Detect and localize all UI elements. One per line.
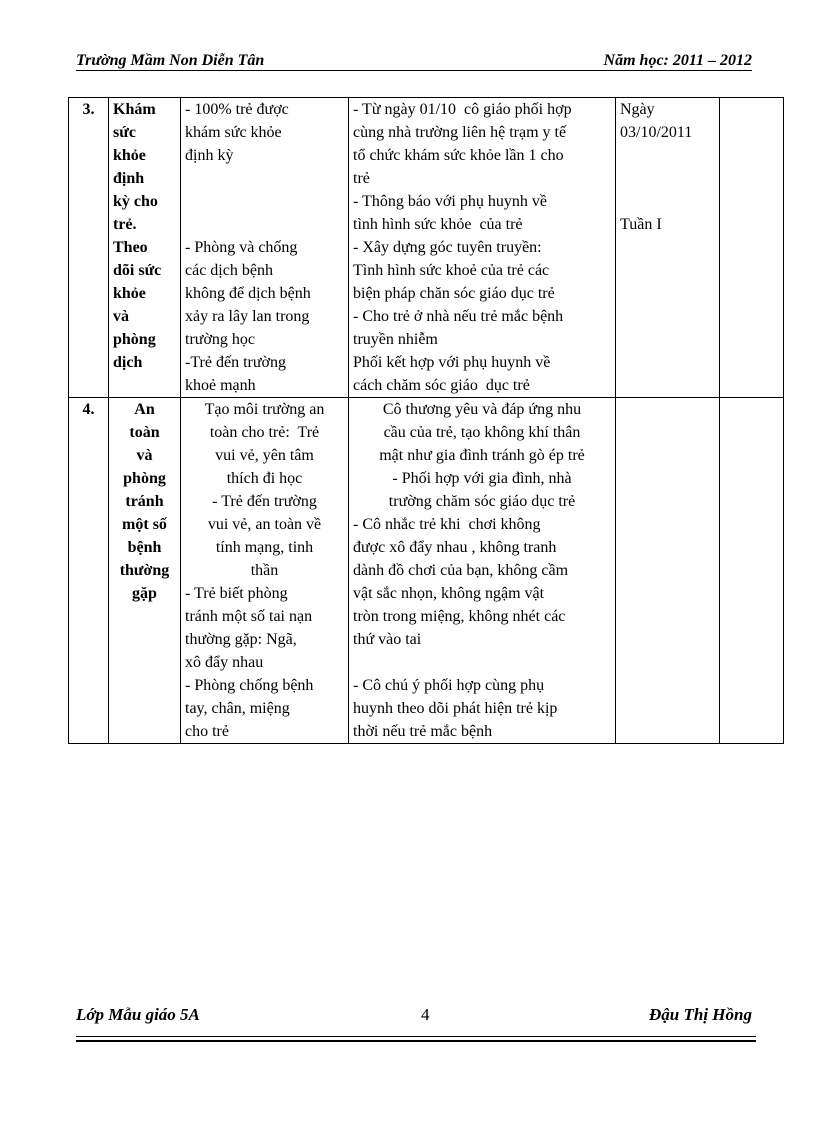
text-line: - Trẻ biết phòng [185, 585, 288, 602]
row-time [616, 98, 720, 398]
text-line: - Phối hợp với gia đình, nhà [392, 470, 572, 487]
text-line: Tình hình sức khoẻ của trẻ các [353, 262, 550, 279]
text-line: Khám [113, 101, 156, 118]
row-goals [181, 398, 349, 744]
text-line: tránh một số tai nạn [185, 608, 313, 625]
row-time [616, 398, 720, 744]
text-line: thường [119, 562, 170, 579]
plan-table [68, 97, 784, 744]
text-line: trường học [185, 331, 256, 348]
text-line: khỏe [113, 285, 146, 302]
text-line: - 100% trẻ được [185, 101, 289, 118]
text-line: bệnh [127, 539, 162, 556]
text-line: tình hình sức khỏe của trẻ [353, 216, 523, 233]
text-line: trường chăm sóc giáo dục trẻ [388, 493, 576, 510]
text-line: thần [250, 562, 279, 579]
time-date [620, 98, 715, 144]
text-line: toàn cho trẻ: Trẻ [209, 424, 320, 441]
text-line: cùng nhà trường liên hệ trạm y tế [353, 124, 567, 141]
goals-centered [185, 398, 344, 582]
school-year: Năm học: 2011 – 2012 [603, 52, 752, 69]
text-line: Phối kết hợp với phụ huynh về [353, 354, 551, 371]
text-line: - Thông báo với phụ huynh về [353, 193, 547, 210]
text-line: một số [122, 516, 167, 533]
text-line: -Trẻ đến trường [185, 354, 286, 371]
text-line: thích đi học [226, 470, 303, 487]
text-line: dành đồ chơi của bạn, không cầm [353, 562, 569, 579]
header-rule [76, 70, 752, 71]
page-footer [76, 1005, 752, 1027]
row-notes [720, 98, 784, 398]
text-line: tránh [125, 493, 164, 510]
text-line: dõi sức [113, 262, 162, 279]
text-line: thời nếu trẻ mắc bệnh [353, 723, 493, 740]
row-number: 3. [69, 98, 109, 398]
text-line: tính mạng, tinh [215, 539, 314, 556]
text-line: Theo [113, 239, 148, 256]
text-line: tổ chức khám sức khỏe lần 1 cho [353, 147, 564, 164]
text-line: vui vẻ, an toàn về [207, 516, 322, 533]
row-topic [109, 98, 181, 398]
text-line: biện pháp chăn sóc giáo dục trẻ [353, 285, 555, 302]
text-line: không để dịch bệnh [185, 285, 311, 302]
teacher-name: Đậu Thị Hồng [649, 1005, 752, 1024]
text-line: kỳ cho [113, 193, 158, 210]
row-goals [181, 98, 349, 398]
text-line: định [113, 170, 145, 187]
text-line: cầu của trẻ, tạo không khí thân [383, 424, 581, 441]
text-line: - Xây dựng góc tuyên truyền: [353, 239, 542, 256]
text-line: trẻ [353, 170, 370, 187]
text-line: được xô đẩy nhau , không tranh [353, 539, 557, 556]
goals-part-a [185, 98, 344, 167]
text-line: các dịch bệnh [185, 262, 273, 279]
text-line: và [113, 308, 129, 325]
text-line: thứ vào tai [353, 631, 422, 648]
text-line: huynh theo dõi phát hiện trẻ kịp [353, 700, 558, 717]
text-line: vật sắc nhọn, không ngậm vật [353, 585, 545, 602]
text-line: cho trẻ [185, 723, 229, 740]
goals-part-b [185, 236, 344, 397]
text-line: tròn trong miệng, không nhét các [353, 608, 566, 625]
text-line: - Phòng và chống [185, 239, 298, 256]
measures-left [353, 513, 611, 651]
footer-rule [76, 1036, 756, 1037]
row-measures [349, 398, 616, 744]
goals-left [185, 582, 344, 743]
text-line: Tạo môi trường an [204, 401, 325, 418]
text-line: sức [113, 124, 136, 141]
text-line: và [136, 447, 153, 464]
text-line: - Cô nhắc trẻ khi chơi không [353, 516, 541, 533]
row-notes [720, 398, 784, 744]
text-line: dịch [113, 354, 143, 371]
text-line: phòng [113, 331, 156, 348]
table-row [69, 398, 784, 744]
row-topic [109, 398, 181, 744]
text-line: - Trẻ đến trường [212, 493, 317, 510]
text-line: An [134, 401, 155, 418]
text-line: xô đẩy nhau [185, 654, 264, 671]
text-line: phòng [123, 470, 166, 487]
text-line: 03/10/2011 [620, 124, 693, 141]
text-line: cách chăm sóc giáo dục trẻ [353, 377, 530, 394]
row-number: 4. [69, 398, 109, 744]
text-line: khỏe [113, 147, 146, 164]
text-line: xảy ra lây lan trong [185, 308, 310, 325]
text-line: gặp [132, 585, 157, 602]
text-line: Ngày [620, 101, 655, 118]
text-line: tay, chân, miệng [185, 700, 290, 717]
footer-rule-thick [76, 1040, 756, 1042]
text-line: khám sức khỏe [185, 124, 282, 141]
school-name: Trường Mầm Non Diễn Tân [76, 52, 265, 69]
row-measures [349, 98, 616, 398]
text-line: định kỳ [185, 147, 234, 164]
measures-left-2 [353, 674, 611, 743]
text-line: trẻ. [113, 216, 137, 233]
text-line: vui vẻ, yên tâm [215, 447, 314, 464]
text-line: - Cô chú ý phối hợp cùng phụ [353, 677, 545, 694]
table-row [69, 98, 784, 398]
text-line: Cô thương yêu và đáp ứng nhu [382, 401, 582, 418]
measures-centered [353, 398, 611, 513]
class-name: Lớp Mẫu giáo 5A [76, 1005, 200, 1024]
text-line: toàn [129, 424, 160, 441]
page-number: 4 [421, 1005, 430, 1024]
text-line: - Phòng chống bệnh [185, 677, 314, 694]
text-line: mật như gia đình tránh gò ép trẻ [379, 447, 585, 464]
text-line: truyền nhiễm [353, 331, 438, 348]
text-line: thường gặp: Ngã, [185, 631, 297, 648]
text-line: - Từ ngày 01/10 cô giáo phối hợp [353, 101, 572, 118]
text-line: - Cho trẻ ở nhà nếu trẻ mắc bệnh [353, 308, 564, 325]
text-line: khoẻ mạnh [185, 377, 256, 394]
time-week: Tuần I [620, 216, 662, 233]
